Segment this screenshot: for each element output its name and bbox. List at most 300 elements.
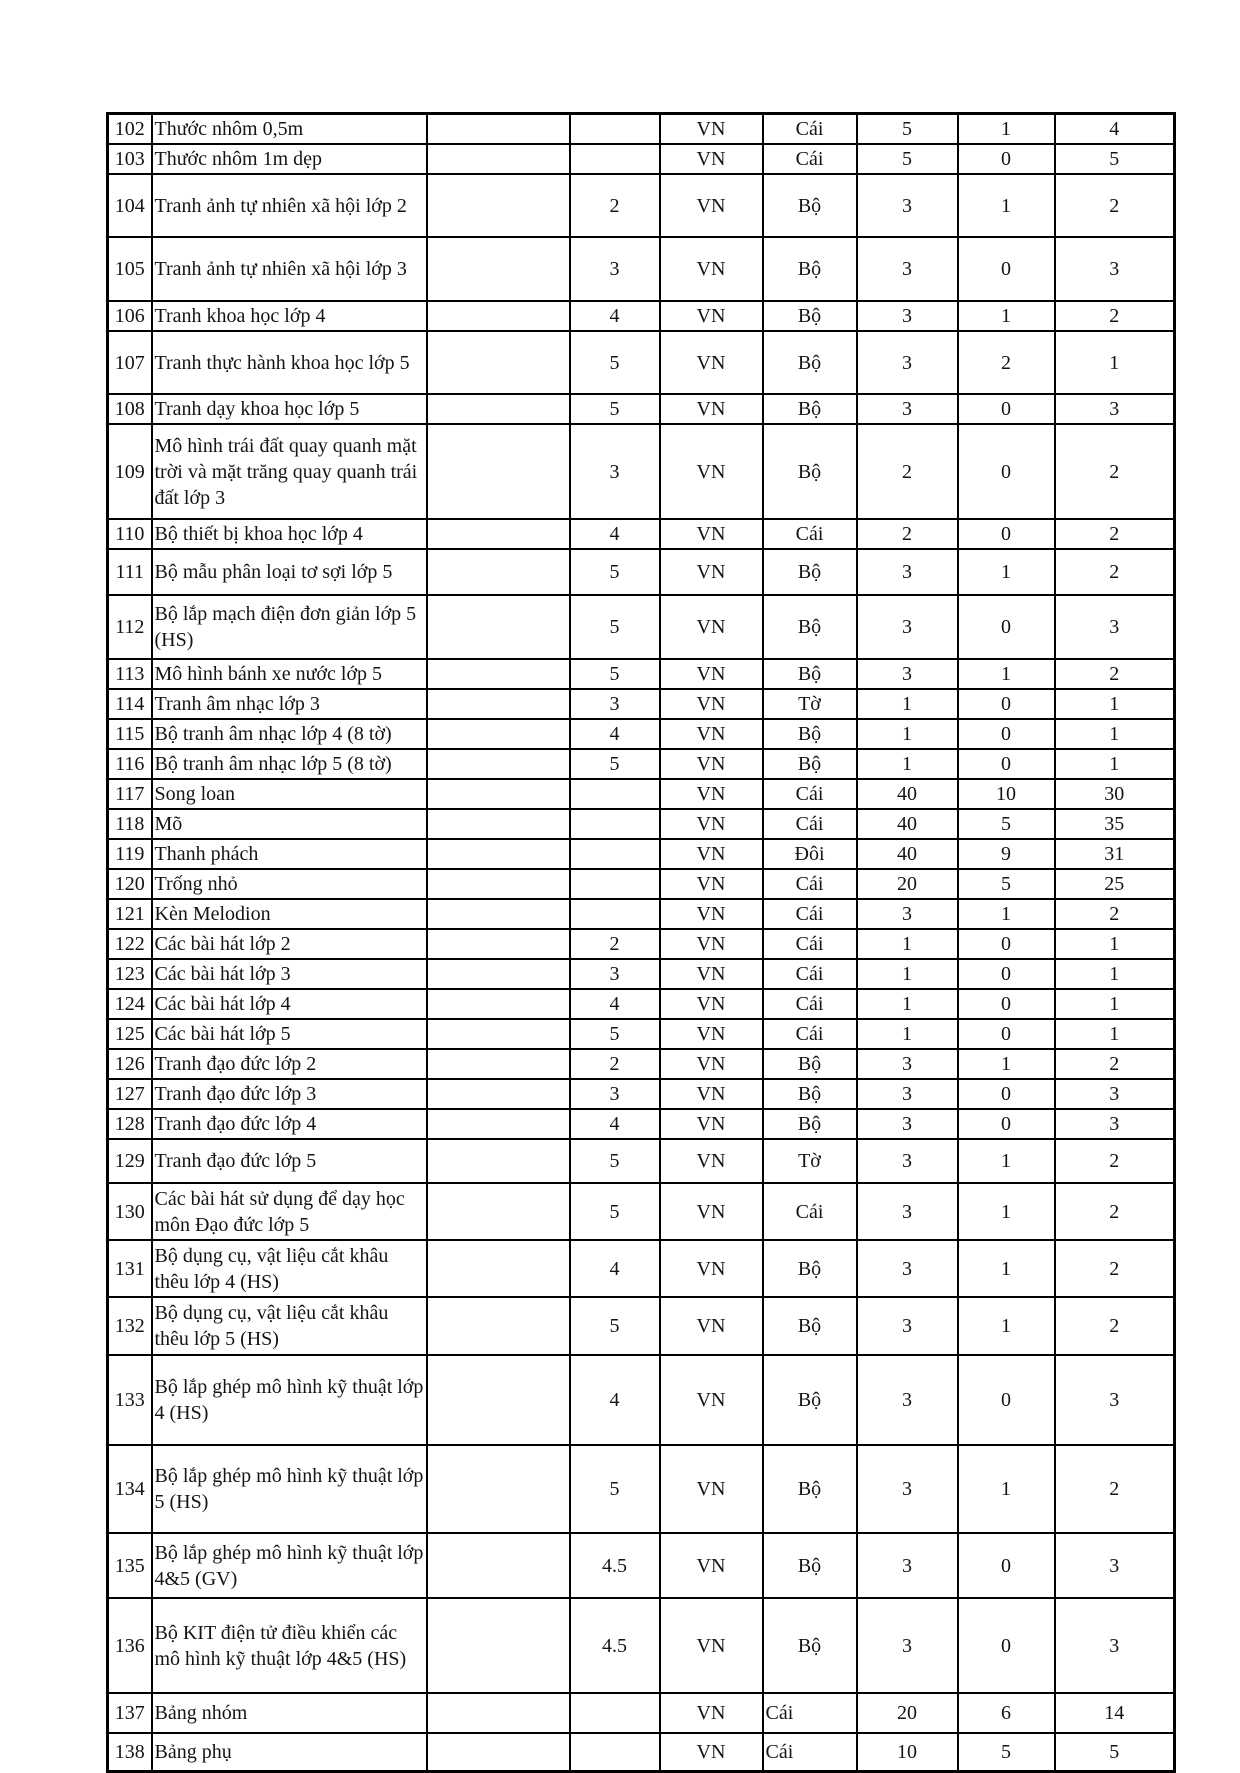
qty2-cell: 1 xyxy=(958,1139,1055,1183)
item-name-cell: Tranh âm nhạc lớp 3 xyxy=(152,689,427,719)
empty-cell xyxy=(427,237,570,301)
empty-cell xyxy=(427,174,570,237)
empty-cell xyxy=(427,899,570,929)
qty3-cell: 3 xyxy=(1055,1355,1175,1445)
unit-cell: Bộ xyxy=(763,301,857,331)
table-row xyxy=(108,899,1175,929)
origin-cell: VN xyxy=(660,809,763,839)
unit-cell: Bộ xyxy=(763,1445,857,1533)
grade-cell xyxy=(570,809,660,839)
empty-cell xyxy=(427,689,570,719)
origin-cell: VN xyxy=(660,749,763,779)
empty-cell xyxy=(427,869,570,899)
item-name-cell: Bộ dụng cụ, vật liệu cắt khâu thêu lớp 5 (HS) xyxy=(152,1297,427,1355)
grade-cell: 4 xyxy=(570,719,660,749)
item-name-cell: Thước nhôm 1m dẹp xyxy=(152,144,427,174)
row-number-cell: 104 xyxy=(108,174,152,237)
item-name-cell: Thanh phách xyxy=(152,839,427,869)
table-row xyxy=(108,989,1175,1019)
unit-cell: Cái xyxy=(763,144,857,174)
unit-cell: Bộ xyxy=(763,659,857,689)
row-number-cell: 118 xyxy=(108,809,152,839)
qty1-cell: 3 xyxy=(857,1079,958,1109)
empty-cell xyxy=(427,1297,570,1355)
qty3-cell: 2 xyxy=(1055,301,1175,331)
unit-cell: Bộ xyxy=(763,1533,857,1598)
empty-cell xyxy=(427,301,570,331)
qty1-cell: 3 xyxy=(857,301,958,331)
qty2-cell: 0 xyxy=(958,1109,1055,1139)
qty1-cell: 1 xyxy=(857,689,958,719)
qty2-cell: 1 xyxy=(958,114,1055,145)
row-number-cell: 105 xyxy=(108,237,152,301)
table-row xyxy=(108,1355,1175,1445)
empty-cell xyxy=(427,1109,570,1139)
grade-cell: 4 xyxy=(570,1109,660,1139)
grade-cell: 2 xyxy=(570,929,660,959)
unit-cell: Cái xyxy=(763,779,857,809)
item-name-cell: Bộ lắp ghép mô hình kỹ thuật lớp 5 (HS) xyxy=(152,1445,427,1533)
grade-cell: 4 xyxy=(570,301,660,331)
empty-cell xyxy=(427,929,570,959)
qty1-cell: 3 xyxy=(857,237,958,301)
qty1-cell: 3 xyxy=(857,1445,958,1533)
qty3-cell: 2 xyxy=(1055,174,1175,237)
qty2-cell: 9 xyxy=(958,839,1055,869)
origin-cell: VN xyxy=(660,1240,763,1297)
origin-cell: VN xyxy=(660,989,763,1019)
unit-cell: Bộ xyxy=(763,1355,857,1445)
item-name-cell: Tranh đạo đức lớp 4 xyxy=(152,1109,427,1139)
unit-cell: Bộ xyxy=(763,237,857,301)
grade-cell xyxy=(570,144,660,174)
grade-cell: 5 xyxy=(570,394,660,424)
qty3-cell: 2 xyxy=(1055,1297,1175,1355)
row-number-cell: 113 xyxy=(108,659,152,689)
qty2-cell: 0 xyxy=(958,689,1055,719)
item-name-cell: Các bài hát lớp 3 xyxy=(152,959,427,989)
row-number-cell: 123 xyxy=(108,959,152,989)
qty3-cell: 1 xyxy=(1055,959,1175,989)
grade-cell xyxy=(570,1733,660,1771)
origin-cell: VN xyxy=(660,114,763,145)
qty2-cell: 2 xyxy=(958,331,1055,394)
row-number-cell: 103 xyxy=(108,144,152,174)
qty1-cell: 20 xyxy=(857,869,958,899)
unit-cell: Cái xyxy=(763,114,857,145)
empty-cell xyxy=(427,1733,570,1771)
qty3-cell: 1 xyxy=(1055,331,1175,394)
qty1-cell: 5 xyxy=(857,144,958,174)
row-number-cell: 137 xyxy=(108,1693,152,1733)
origin-cell: VN xyxy=(660,929,763,959)
item-name-cell: Tranh ảnh tự nhiên xã hội lớp 3 xyxy=(152,237,427,301)
origin-cell: VN xyxy=(660,144,763,174)
origin-cell: VN xyxy=(660,959,763,989)
qty3-cell: 3 xyxy=(1055,1533,1175,1598)
qty3-cell: 2 xyxy=(1055,549,1175,595)
item-name-cell: Bộ tranh âm nhạc lớp 4 (8 tờ) xyxy=(152,719,427,749)
row-number-cell: 129 xyxy=(108,1139,152,1183)
qty2-cell: 1 xyxy=(958,301,1055,331)
origin-cell: VN xyxy=(660,174,763,237)
qty2-cell: 0 xyxy=(958,519,1055,549)
qty1-cell: 3 xyxy=(857,331,958,394)
qty3-cell: 2 xyxy=(1055,519,1175,549)
grade-cell xyxy=(570,869,660,899)
item-name-cell: Bộ mẫu phân loại tơ sợi lớp 5 xyxy=(152,549,427,595)
origin-cell: VN xyxy=(660,301,763,331)
grade-cell: 4.5 xyxy=(570,1598,660,1693)
row-number-cell: 102 xyxy=(108,114,152,145)
row-number-cell: 133 xyxy=(108,1355,152,1445)
item-name-cell: Tranh đạo đức lớp 3 xyxy=(152,1079,427,1109)
item-name-cell: Các bài hát sử dụng để dạy học môn Đạo đức lớp 5 xyxy=(152,1183,427,1240)
row-number-cell: 126 xyxy=(108,1049,152,1079)
qty3-cell: 31 xyxy=(1055,839,1175,869)
qty3-cell: 3 xyxy=(1055,237,1175,301)
qty2-cell: 0 xyxy=(958,1533,1055,1598)
item-name-cell: Bộ lắp mạch điện đơn giản lớp 5 (HS) xyxy=(152,595,427,659)
qty1-cell: 40 xyxy=(857,779,958,809)
empty-cell xyxy=(427,1533,570,1598)
grade-cell: 5 xyxy=(570,1019,660,1049)
unit-cell: Cái xyxy=(763,959,857,989)
qty2-cell: 5 xyxy=(958,809,1055,839)
origin-cell: VN xyxy=(660,1445,763,1533)
unit-cell: Bộ xyxy=(763,331,857,394)
row-number-cell: 120 xyxy=(108,869,152,899)
grade-cell: 3 xyxy=(570,689,660,719)
row-number-cell: 117 xyxy=(108,779,152,809)
qty1-cell: 3 xyxy=(857,549,958,595)
table-row xyxy=(108,301,1175,331)
grade-cell: 3 xyxy=(570,237,660,301)
empty-cell xyxy=(427,1183,570,1240)
qty2-cell: 10 xyxy=(958,779,1055,809)
qty1-cell: 1 xyxy=(857,749,958,779)
table-row xyxy=(108,1240,1175,1297)
origin-cell: VN xyxy=(660,719,763,749)
qty2-cell: 0 xyxy=(958,1355,1055,1445)
table-row xyxy=(108,1533,1175,1598)
unit-cell: Cái xyxy=(763,1183,857,1240)
table-row xyxy=(108,1598,1175,1693)
grade-cell: 5 xyxy=(570,1445,660,1533)
table-row xyxy=(108,237,1175,301)
item-name-cell: Bộ dụng cụ, vật liệu cắt khâu thêu lớp 4 (HS) xyxy=(152,1240,427,1297)
qty1-cell: 5 xyxy=(857,114,958,145)
qty1-cell: 3 xyxy=(857,659,958,689)
grade-cell: 4.5 xyxy=(570,1533,660,1598)
empty-cell xyxy=(427,1049,570,1079)
qty1-cell: 20 xyxy=(857,1693,958,1733)
grade-cell: 5 xyxy=(570,749,660,779)
unit-cell: Đôi xyxy=(763,839,857,869)
unit-cell: Cái xyxy=(763,869,857,899)
unit-cell: Cái xyxy=(763,989,857,1019)
row-number-cell: 107 xyxy=(108,331,152,394)
qty3-cell: 1 xyxy=(1055,689,1175,719)
empty-cell xyxy=(427,989,570,1019)
qty1-cell: 40 xyxy=(857,839,958,869)
origin-cell: VN xyxy=(660,1733,763,1771)
item-name-cell: Các bài hát lớp 5 xyxy=(152,1019,427,1049)
unit-cell: Cái xyxy=(763,809,857,839)
qty3-cell: 3 xyxy=(1055,394,1175,424)
qty3-cell: 2 xyxy=(1055,424,1175,519)
item-name-cell: Bộ tranh âm nhạc lớp 5 (8 tờ) xyxy=(152,749,427,779)
qty1-cell: 3 xyxy=(857,1355,958,1445)
item-name-cell: Mô hình trái đất quay quanh mặt trời và mặt trăng quay quanh trái đất lớp 3 xyxy=(152,424,427,519)
row-number-cell: 108 xyxy=(108,394,152,424)
qty2-cell: 0 xyxy=(958,749,1055,779)
grade-cell: 5 xyxy=(570,1139,660,1183)
row-number-cell: 119 xyxy=(108,839,152,869)
origin-cell: VN xyxy=(660,549,763,595)
table-row xyxy=(108,519,1175,549)
qty3-cell: 2 xyxy=(1055,659,1175,689)
qty2-cell: 0 xyxy=(958,1019,1055,1049)
row-number-cell: 110 xyxy=(108,519,152,549)
qty1-cell: 3 xyxy=(857,1297,958,1355)
item-name-cell: Tranh đạo đức lớp 5 xyxy=(152,1139,427,1183)
qty2-cell: 1 xyxy=(958,1240,1055,1297)
qty3-cell: 5 xyxy=(1055,1733,1175,1771)
empty-cell xyxy=(427,144,570,174)
row-number-cell: 135 xyxy=(108,1533,152,1598)
empty-cell xyxy=(427,1079,570,1109)
qty1-cell: 2 xyxy=(857,424,958,519)
qty1-cell: 1 xyxy=(857,959,958,989)
grade-cell: 2 xyxy=(570,1049,660,1079)
empty-cell xyxy=(427,1355,570,1445)
table-row xyxy=(108,719,1175,749)
item-name-cell: Bộ lắp ghép mô hình kỹ thuật lớp 4&5 (GV) xyxy=(152,1533,427,1598)
qty3-cell: 1 xyxy=(1055,929,1175,959)
origin-cell: VN xyxy=(660,519,763,549)
origin-cell: VN xyxy=(660,595,763,659)
table-row xyxy=(108,144,1175,174)
table-row xyxy=(108,1079,1175,1109)
origin-cell: VN xyxy=(660,237,763,301)
table-row xyxy=(108,869,1175,899)
table-row xyxy=(108,1019,1175,1049)
qty2-cell: 0 xyxy=(958,989,1055,1019)
qty1-cell: 3 xyxy=(857,595,958,659)
grade-cell: 3 xyxy=(570,959,660,989)
unit-cell: Bộ xyxy=(763,1598,857,1693)
qty3-cell: 1 xyxy=(1055,749,1175,779)
qty1-cell: 3 xyxy=(857,1109,958,1139)
row-number-cell: 115 xyxy=(108,719,152,749)
table-row xyxy=(108,779,1175,809)
item-name-cell: Bộ KIT điện tử điều khiển các mô hình kỹ thuật lớp 4&5 (HS) xyxy=(152,1598,427,1693)
row-number-cell: 138 xyxy=(108,1733,152,1771)
table-row xyxy=(108,394,1175,424)
qty2-cell: 1 xyxy=(958,1183,1055,1240)
unit-cell: Bộ xyxy=(763,1049,857,1079)
inventory-table-container xyxy=(106,112,1176,1773)
grade-cell: 5 xyxy=(570,549,660,595)
origin-cell: VN xyxy=(660,689,763,719)
row-number-cell: 125 xyxy=(108,1019,152,1049)
qty3-cell: 2 xyxy=(1055,1445,1175,1533)
qty2-cell: 5 xyxy=(958,1733,1055,1771)
item-name-cell: Trống nhỏ xyxy=(152,869,427,899)
item-name-cell: Bộ lắp ghép mô hình kỹ thuật lớp 4 (HS) xyxy=(152,1355,427,1445)
qty1-cell: 1 xyxy=(857,989,958,1019)
unit-cell: Bộ xyxy=(763,749,857,779)
unit-cell: Cái xyxy=(763,1693,857,1733)
empty-cell xyxy=(427,959,570,989)
qty2-cell: 0 xyxy=(958,929,1055,959)
qty3-cell: 14 xyxy=(1055,1693,1175,1733)
grade-cell: 5 xyxy=(570,659,660,689)
empty-cell xyxy=(427,394,570,424)
qty1-cell: 3 xyxy=(857,174,958,237)
row-number-cell: 106 xyxy=(108,301,152,331)
qty2-cell: 1 xyxy=(958,1445,1055,1533)
table-row xyxy=(108,549,1175,595)
unit-cell: Cái xyxy=(763,1019,857,1049)
unit-cell: Cái xyxy=(763,929,857,959)
table-row xyxy=(108,1049,1175,1079)
qty1-cell: 2 xyxy=(857,519,958,549)
qty3-cell: 2 xyxy=(1055,899,1175,929)
origin-cell: VN xyxy=(660,659,763,689)
empty-cell xyxy=(427,809,570,839)
item-name-cell: Mõ xyxy=(152,809,427,839)
inventory-table xyxy=(106,112,1176,1773)
table-row xyxy=(108,929,1175,959)
inventory-table-body xyxy=(108,114,1175,1772)
qty1-cell: 3 xyxy=(857,1049,958,1079)
empty-cell xyxy=(427,549,570,595)
row-number-cell: 136 xyxy=(108,1598,152,1693)
empty-cell xyxy=(427,114,570,145)
row-number-cell: 127 xyxy=(108,1079,152,1109)
item-name-cell: Tranh thực hành khoa học lớp 5 xyxy=(152,331,427,394)
unit-cell: Tờ xyxy=(763,1139,857,1183)
qty3-cell: 30 xyxy=(1055,779,1175,809)
qty2-cell: 1 xyxy=(958,1297,1055,1355)
table-row xyxy=(108,839,1175,869)
origin-cell: VN xyxy=(660,1079,763,1109)
item-name-cell: Các bài hát lớp 2 xyxy=(152,929,427,959)
table-row xyxy=(108,595,1175,659)
qty2-cell: 0 xyxy=(958,144,1055,174)
qty2-cell: 0 xyxy=(958,394,1055,424)
grade-cell: 5 xyxy=(570,1183,660,1240)
qty3-cell: 3 xyxy=(1055,1598,1175,1693)
unit-cell: Bộ xyxy=(763,1109,857,1139)
unit-cell: Tờ xyxy=(763,689,857,719)
row-number-cell: 111 xyxy=(108,549,152,595)
item-name-cell: Kèn Melodion xyxy=(152,899,427,929)
item-name-cell: Bảng nhóm xyxy=(152,1693,427,1733)
empty-cell xyxy=(427,749,570,779)
origin-cell: VN xyxy=(660,394,763,424)
origin-cell: VN xyxy=(660,899,763,929)
unit-cell: Cái xyxy=(763,1733,857,1771)
origin-cell: VN xyxy=(660,1598,763,1693)
unit-cell: Bộ xyxy=(763,549,857,595)
empty-cell xyxy=(427,424,570,519)
qty1-cell: 1 xyxy=(857,719,958,749)
origin-cell: VN xyxy=(660,839,763,869)
empty-cell xyxy=(427,659,570,689)
unit-cell: Bộ xyxy=(763,595,857,659)
qty2-cell: 1 xyxy=(958,659,1055,689)
table-row xyxy=(108,424,1175,519)
grade-cell: 3 xyxy=(570,1079,660,1109)
qty3-cell: 2 xyxy=(1055,1139,1175,1183)
qty3-cell: 2 xyxy=(1055,1183,1175,1240)
unit-cell: Bộ xyxy=(763,1079,857,1109)
grade-cell xyxy=(570,839,660,869)
item-name-cell: Tranh đạo đức lớp 2 xyxy=(152,1049,427,1079)
row-number-cell: 114 xyxy=(108,689,152,719)
unit-cell: Bộ xyxy=(763,1297,857,1355)
qty2-cell: 6 xyxy=(958,1693,1055,1733)
grade-cell xyxy=(570,114,660,145)
empty-cell xyxy=(427,779,570,809)
origin-cell: VN xyxy=(660,1183,763,1240)
table-row xyxy=(108,1445,1175,1533)
item-name-cell: Tranh khoa học lớp 4 xyxy=(152,301,427,331)
row-number-cell: 134 xyxy=(108,1445,152,1533)
grade-cell: 2 xyxy=(570,174,660,237)
row-number-cell: 116 xyxy=(108,749,152,779)
grade-cell: 4 xyxy=(570,1240,660,1297)
qty3-cell: 2 xyxy=(1055,1049,1175,1079)
qty3-cell: 1 xyxy=(1055,1019,1175,1049)
row-number-cell: 121 xyxy=(108,899,152,929)
table-row xyxy=(108,1139,1175,1183)
item-name-cell: Mô hình bánh xe nước lớp 5 xyxy=(152,659,427,689)
origin-cell: VN xyxy=(660,424,763,519)
grade-cell: 5 xyxy=(570,1297,660,1355)
grade-cell xyxy=(570,899,660,929)
table-row xyxy=(108,809,1175,839)
qty1-cell: 1 xyxy=(857,929,958,959)
grade-cell: 4 xyxy=(570,1355,660,1445)
qty1-cell: 1 xyxy=(857,1019,958,1049)
qty2-cell: 1 xyxy=(958,549,1055,595)
item-name-cell: Bảng phụ xyxy=(152,1733,427,1771)
empty-cell xyxy=(427,331,570,394)
origin-cell: VN xyxy=(660,1693,763,1733)
grade-cell: 4 xyxy=(570,989,660,1019)
item-name-cell: Tranh ảnh tự nhiên xã hội lớp 2 xyxy=(152,174,427,237)
qty3-cell: 3 xyxy=(1055,595,1175,659)
unit-cell: Cái xyxy=(763,899,857,929)
grade-cell: 4 xyxy=(570,519,660,549)
row-number-cell: 131 xyxy=(108,1240,152,1297)
qty1-cell: 3 xyxy=(857,1240,958,1297)
qty3-cell: 3 xyxy=(1055,1109,1175,1139)
row-number-cell: 122 xyxy=(108,929,152,959)
origin-cell: VN xyxy=(660,331,763,394)
table-row xyxy=(108,331,1175,394)
table-row xyxy=(108,749,1175,779)
row-number-cell: 132 xyxy=(108,1297,152,1355)
grade-cell xyxy=(570,1693,660,1733)
qty3-cell: 5 xyxy=(1055,144,1175,174)
origin-cell: VN xyxy=(660,1139,763,1183)
table-row xyxy=(108,174,1175,237)
